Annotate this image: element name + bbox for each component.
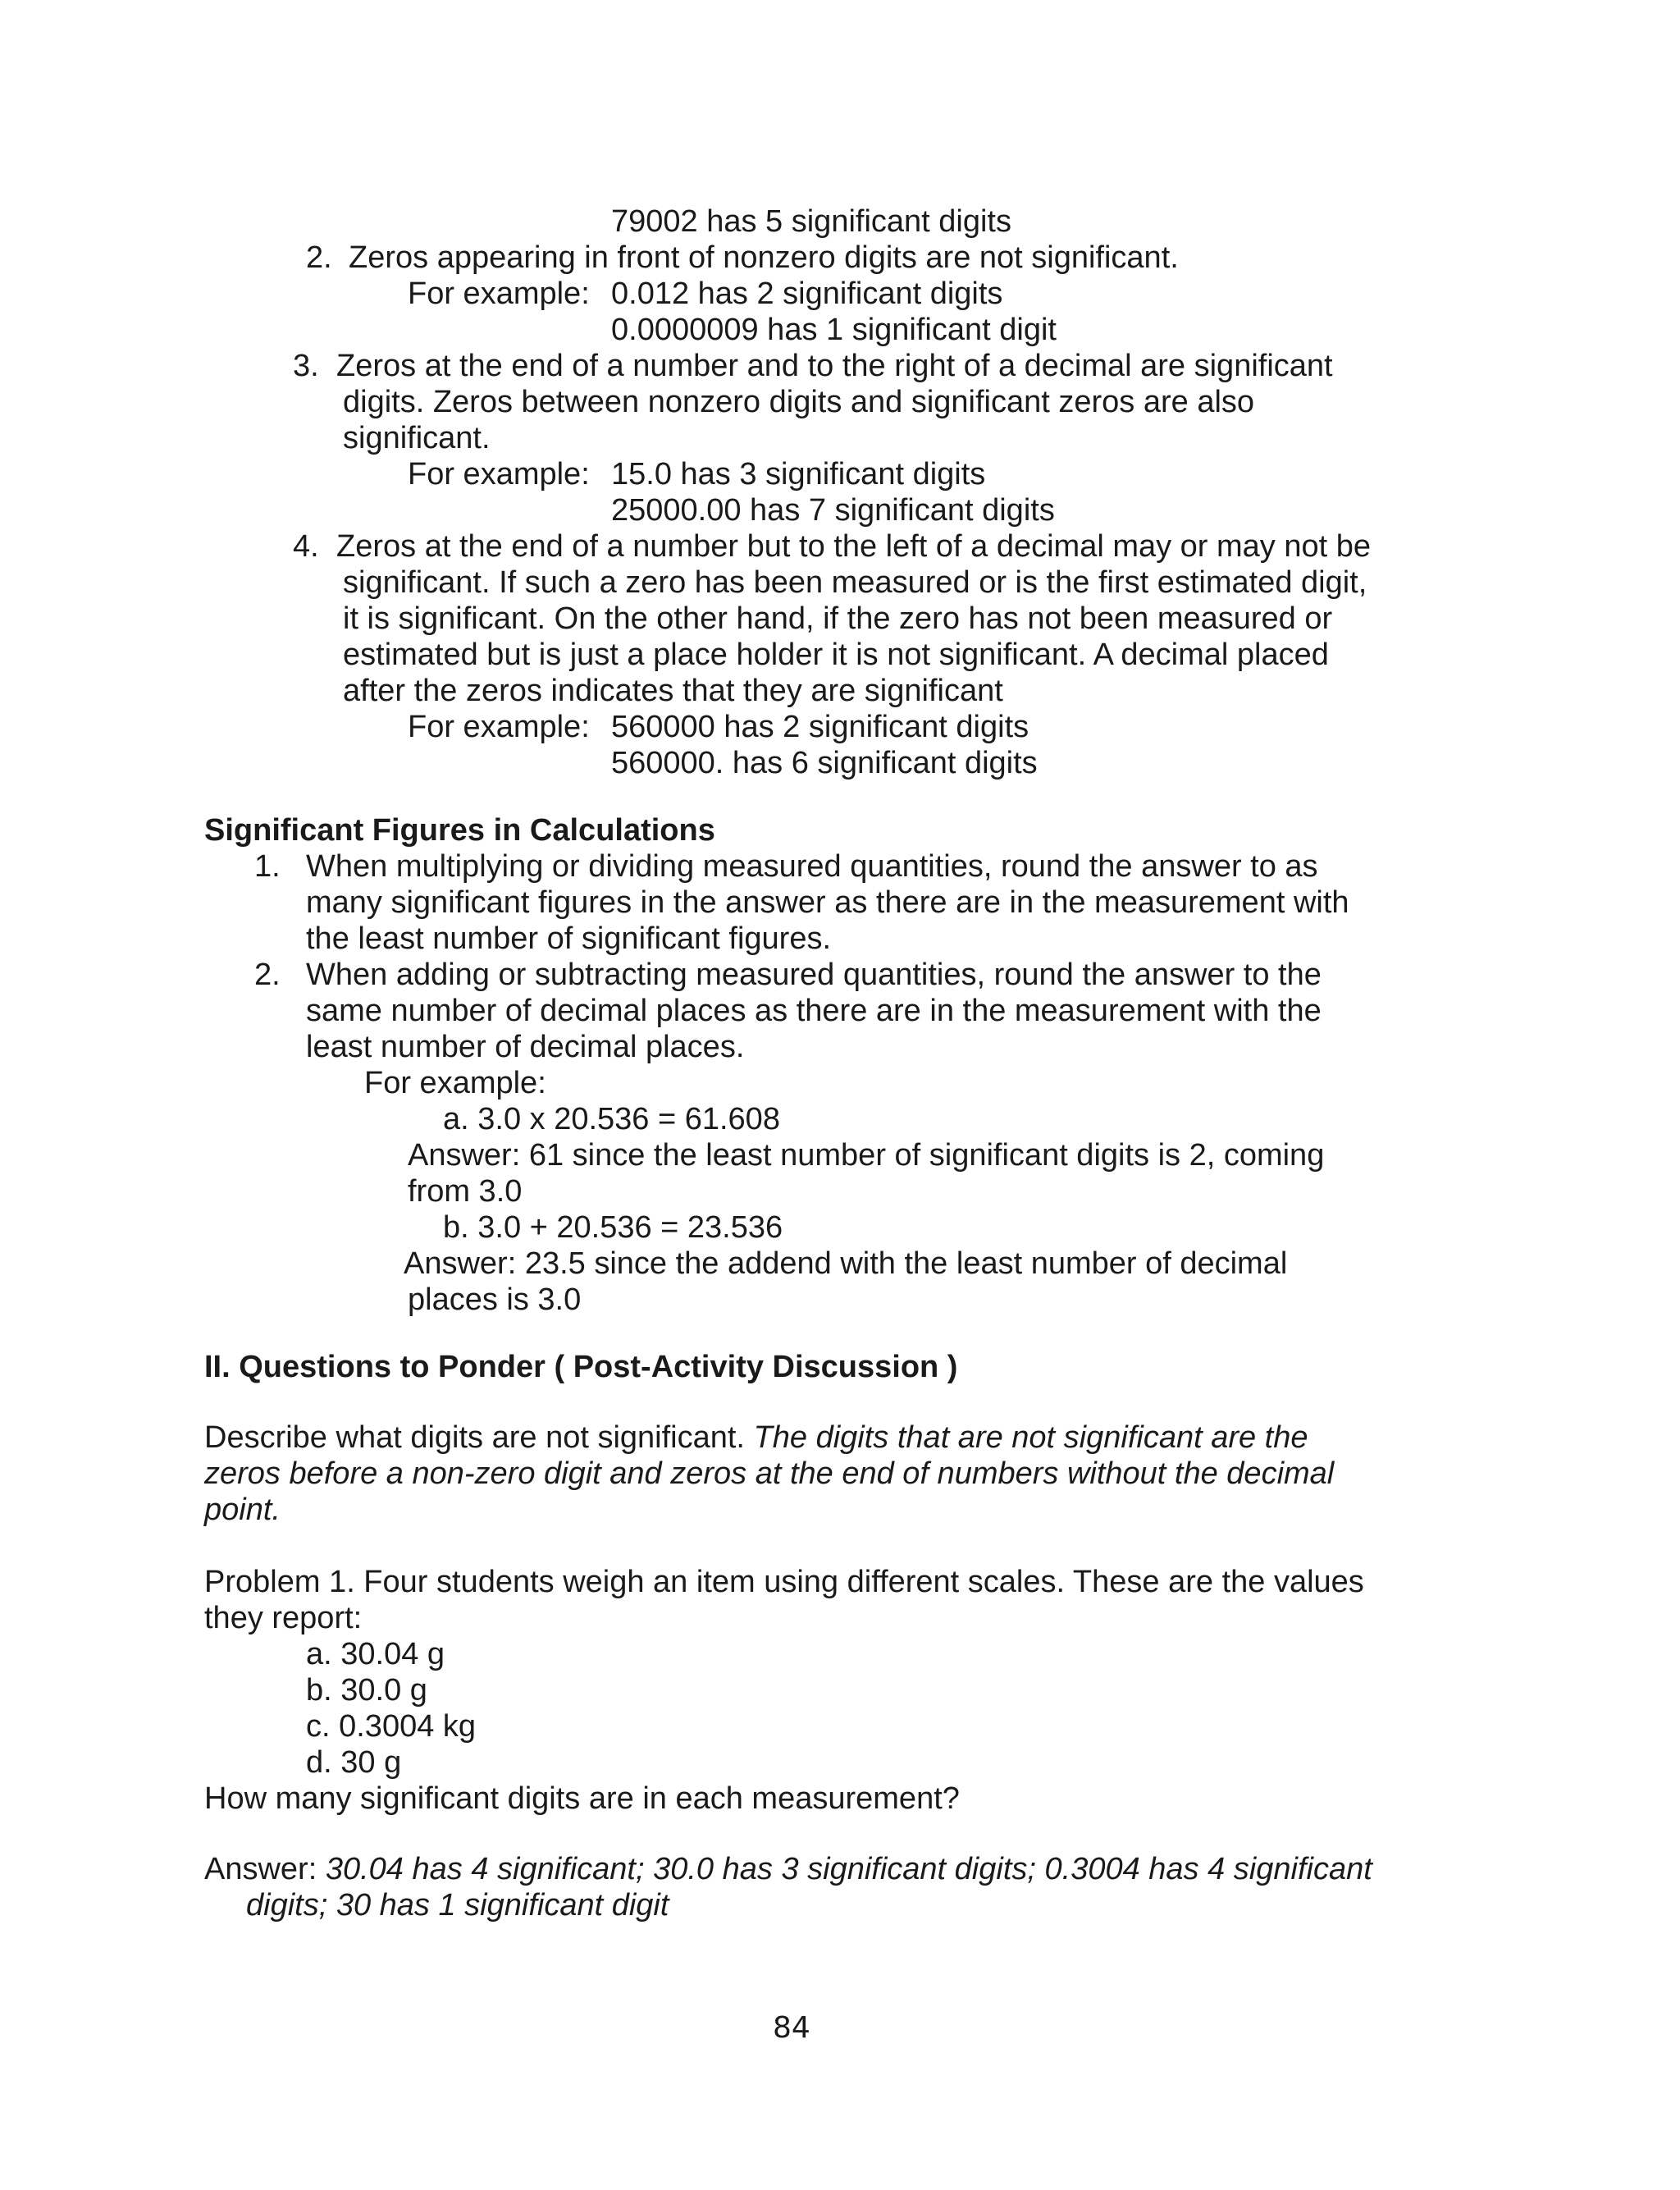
rule3-line-2: digits. Zeros between nonzero digits and significant zeros are also [343, 385, 1255, 419]
rule3-example-2: 25000.00 has 7 significant digits [611, 493, 1055, 528]
rule4-example-1: 560000 has 2 significant digits [611, 710, 1029, 744]
rule1-example-3: 79002 has 5 significant digits [611, 204, 1011, 239]
calc-item1-line-3: the least number of significant figures. [306, 921, 832, 956]
calc-answer-a-line-2: from 3.0 [408, 1174, 523, 1209]
rule3-number: 3. [293, 349, 319, 383]
answer-label: Answer: [204, 1852, 317, 1886]
rule3-example-1: 15.0 has 3 significant digits [611, 457, 986, 491]
rule3-line-3: significant. [343, 421, 491, 455]
calc-item1-line-1: When multiplying or dividing measured quantities, round the answer to as [306, 849, 1318, 884]
questions-heading: II. Questions to Ponder ( Post-Activity Discussion ) [204, 1350, 958, 1384]
rule2-example-label: For example: [408, 277, 590, 311]
rule4-example-label: For example: [408, 710, 590, 744]
calc-section-heading: Significant Figures in Calculations [204, 813, 715, 848]
rule2-text: Zeros appearing in front of nonzero digits are not significant. [349, 240, 1179, 275]
problem1-question: How many significant digits are in each measurement? [204, 1781, 960, 1816]
rule4-line-2: significant. If such a zero has been measured or is the first estimated digit, [343, 565, 1367, 600]
question1-answer-line-2: zeros before a non-zero digit and zeros at the end of numbers without the decimal [204, 1456, 1335, 1491]
calc-item2-line-1: When adding or subtracting measured quantities, round the answer to the [306, 958, 1322, 992]
rule3-example-label: For example: [408, 457, 590, 491]
question1-prompt: Describe what digits are not significant. [204, 1420, 745, 1455]
calc-item2-line-3: least number of decimal places. [306, 1030, 745, 1064]
problem1-line-1: Problem 1. Four students weigh an item using different scales. These are the values [204, 1565, 1364, 1599]
problem1-option-d: d. 30 g [306, 1745, 402, 1780]
problem1-line-2: they report: [204, 1601, 363, 1635]
answer-text-line-1: 30.04 has 4 significant; 30.0 has 3 significant digits; 0.3004 has 4 significant [325, 1852, 1372, 1886]
rule4-line-5: after the zeros indicates that they are significant [343, 674, 1003, 708]
question1-answer-line-3: point. [204, 1493, 281, 1527]
calc-example-label: For example: [364, 1066, 546, 1100]
calc-answer-a-line-1: Answer: 61 since the least number of significant digits is 2, coming [408, 1138, 1325, 1173]
calc-item1-number: 1. [254, 849, 281, 884]
answer-line-2: digits; 30 has 1 significant digit [246, 1888, 669, 1923]
question1-line-1 [204, 1420, 1308, 1456]
rule2-number: 2. [306, 240, 332, 275]
calc-item1-line-2: many significant figures in the answer as there are in the measurement with [306, 885, 1349, 920]
rule4-example-2: 560000. has 6 significant digits [611, 746, 1038, 780]
problem1-option-c: c. 0.3004 kg [306, 1709, 477, 1744]
rule4-line-1: Zeros at the end of a number but to the left of a decimal may or may not be [336, 529, 1372, 564]
rule2-example-1: 0.012 has 2 significant digits [611, 277, 1003, 311]
problem1-option-a: a. 30.04 g [306, 1637, 445, 1671]
rule4-line-4: estimated but is just a place holder it is not significant. A decimal placed [343, 638, 1329, 672]
calc-item2-number: 2. [254, 958, 281, 992]
calc-example-a: a. 3.0 x 20.536 = 61.608 [443, 1102, 780, 1136]
rule2-example-2: 0.0000009 has 1 significant digit [611, 313, 1057, 347]
page-number: 84 [773, 2011, 810, 2045]
calc-item2-line-2: same number of decimal places as there are in the measurement with the [306, 994, 1322, 1028]
question1-answer-line-1: The digits that are not significant are the [753, 1420, 1308, 1455]
answer-line-1 [204, 1851, 1372, 1887]
calc-example-b: b. 3.0 + 20.536 = 23.536 [443, 1210, 783, 1245]
problem1-option-b: b. 30.0 g [306, 1673, 427, 1708]
rule4-line-3: it is significant. On the other hand, if the zero has not been measured or [343, 601, 1333, 636]
rule3-line-1: Zeros at the end of a number and to the right of a decimal are significant [336, 349, 1333, 383]
calc-answer-b-line-1: Answer: 23.5 since the addend with the least number of decimal [404, 1246, 1288, 1281]
calc-answer-b-line-2: places is 3.0 [408, 1282, 582, 1317]
rule4-number: 4. [293, 529, 319, 564]
